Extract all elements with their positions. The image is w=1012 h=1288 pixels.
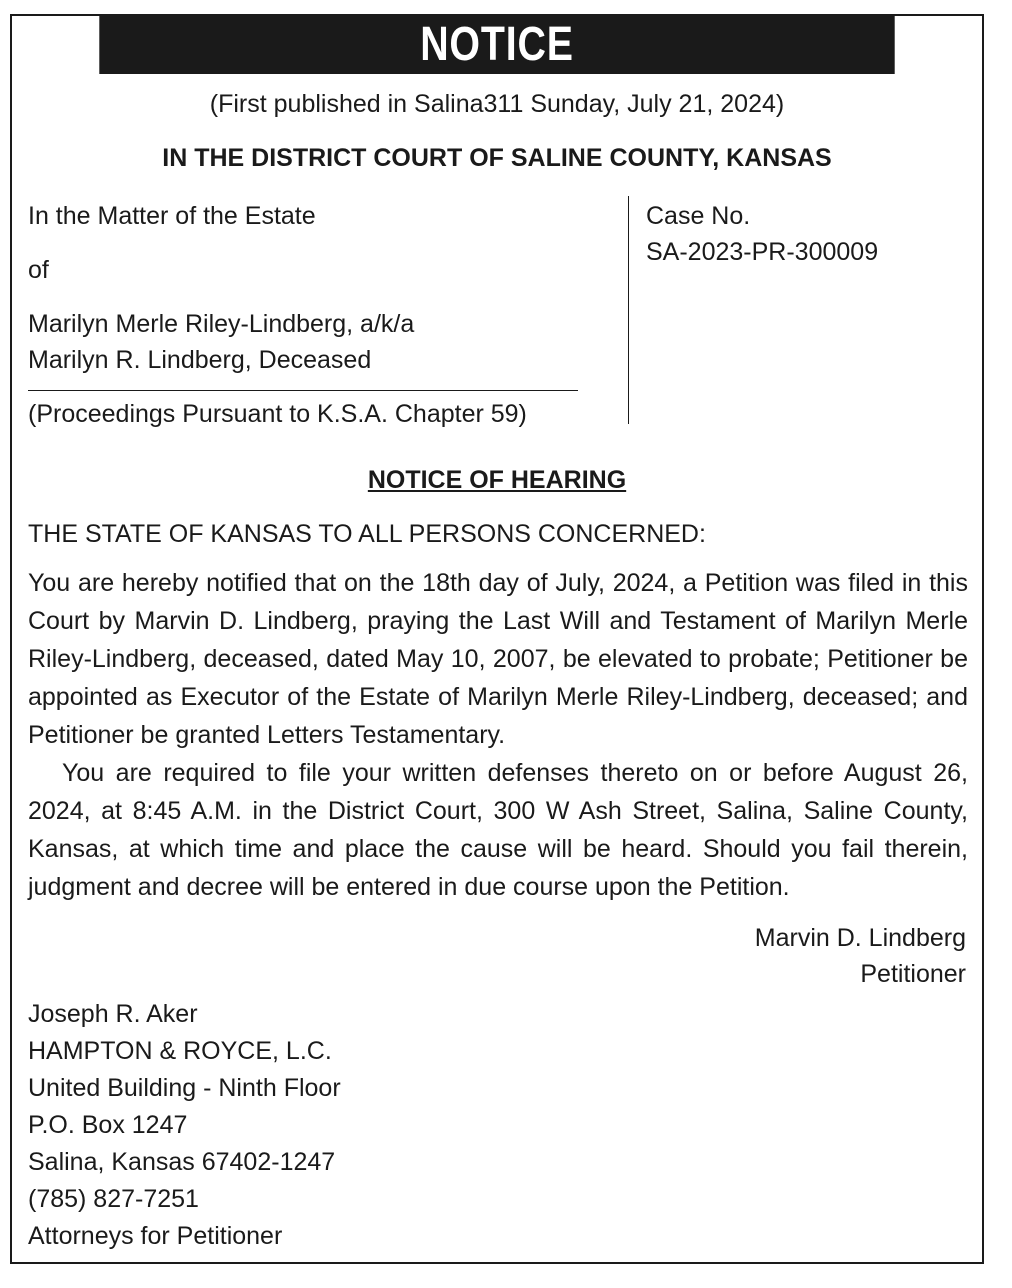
hearing-title: NOTICE OF HEARING	[367, 466, 627, 494]
attorney-city: Salina, Kansas 67402-1247	[28, 1148, 336, 1176]
case-number: SA-2023-PR-300009	[646, 238, 879, 266]
decedent-name-line1: Marilyn Merle Riley-Lindberg, a/k/a	[28, 310, 415, 338]
notice-body	[28, 564, 968, 906]
case-label: Case No.	[646, 202, 751, 230]
caption-divider-vertical	[628, 196, 629, 424]
notice-frame	[10, 14, 984, 1264]
body-paragraph-2: You are required to file your written defenses thereto on or before August 26, 2024, at 8:45 A.M. in the District Court, 300 W Ash Street, Salina, Saline County, Kansas, at which time and place the cause will be heard. Should you fail therein, judgment and decree will be entered in due course upon the Petition.	[28, 759, 968, 901]
of-line: of	[28, 256, 49, 284]
caption-divider-horizontal	[28, 390, 578, 391]
attorney-block	[28, 996, 341, 1255]
attorney-role: Attorneys for Petitioner	[28, 1222, 283, 1250]
attorney-building: United Building - Ninth Floor	[28, 1074, 341, 1102]
matter-line: In the Matter of the Estate	[28, 202, 316, 230]
publication-line: (First published in Salina311 Sunday, July 21, 2024)	[209, 90, 785, 118]
attorney-po-box: P.O. Box 1247	[28, 1111, 188, 1139]
attorney-name: Joseph R. Aker	[28, 1000, 198, 1028]
petitioner-name: Marvin D. Lindberg	[754, 924, 966, 952]
attorney-phone: (785) 827-7251	[28, 1185, 199, 1213]
attorney-firm: HAMPTON & ROYCE, L.C.	[28, 1037, 332, 1065]
decedent-name-line2: Marilyn R. Lindberg, Deceased	[28, 346, 372, 374]
petitioner-role: Petitioner	[860, 960, 966, 988]
proceedings-line: (Proceedings Pursuant to K.S.A. Chapter 59)	[28, 400, 527, 428]
addressee-line: THE STATE OF KANSAS TO ALL PERSONS CONCERNED:	[28, 520, 706, 548]
notice-title: NOTICE	[99, 16, 894, 74]
court-heading: IN THE DISTRICT COURT OF SALINE COUNTY, KANSAS	[162, 144, 832, 172]
body-paragraph-1: You are hereby notified that on the 18th day of July, 2024, a Petition was filed in this Court by Marvin D. Lindberg, praying the Last Will and Testament of Marilyn Merle Riley-Lindberg, deceased, dated May 10, 2007, be elevated to probate; Petitioner be appointed as Executor of the Estate of Marilyn Merle Riley-Lindberg, deceased; and Petitioner be granted Letters Testamentary.	[28, 569, 968, 749]
